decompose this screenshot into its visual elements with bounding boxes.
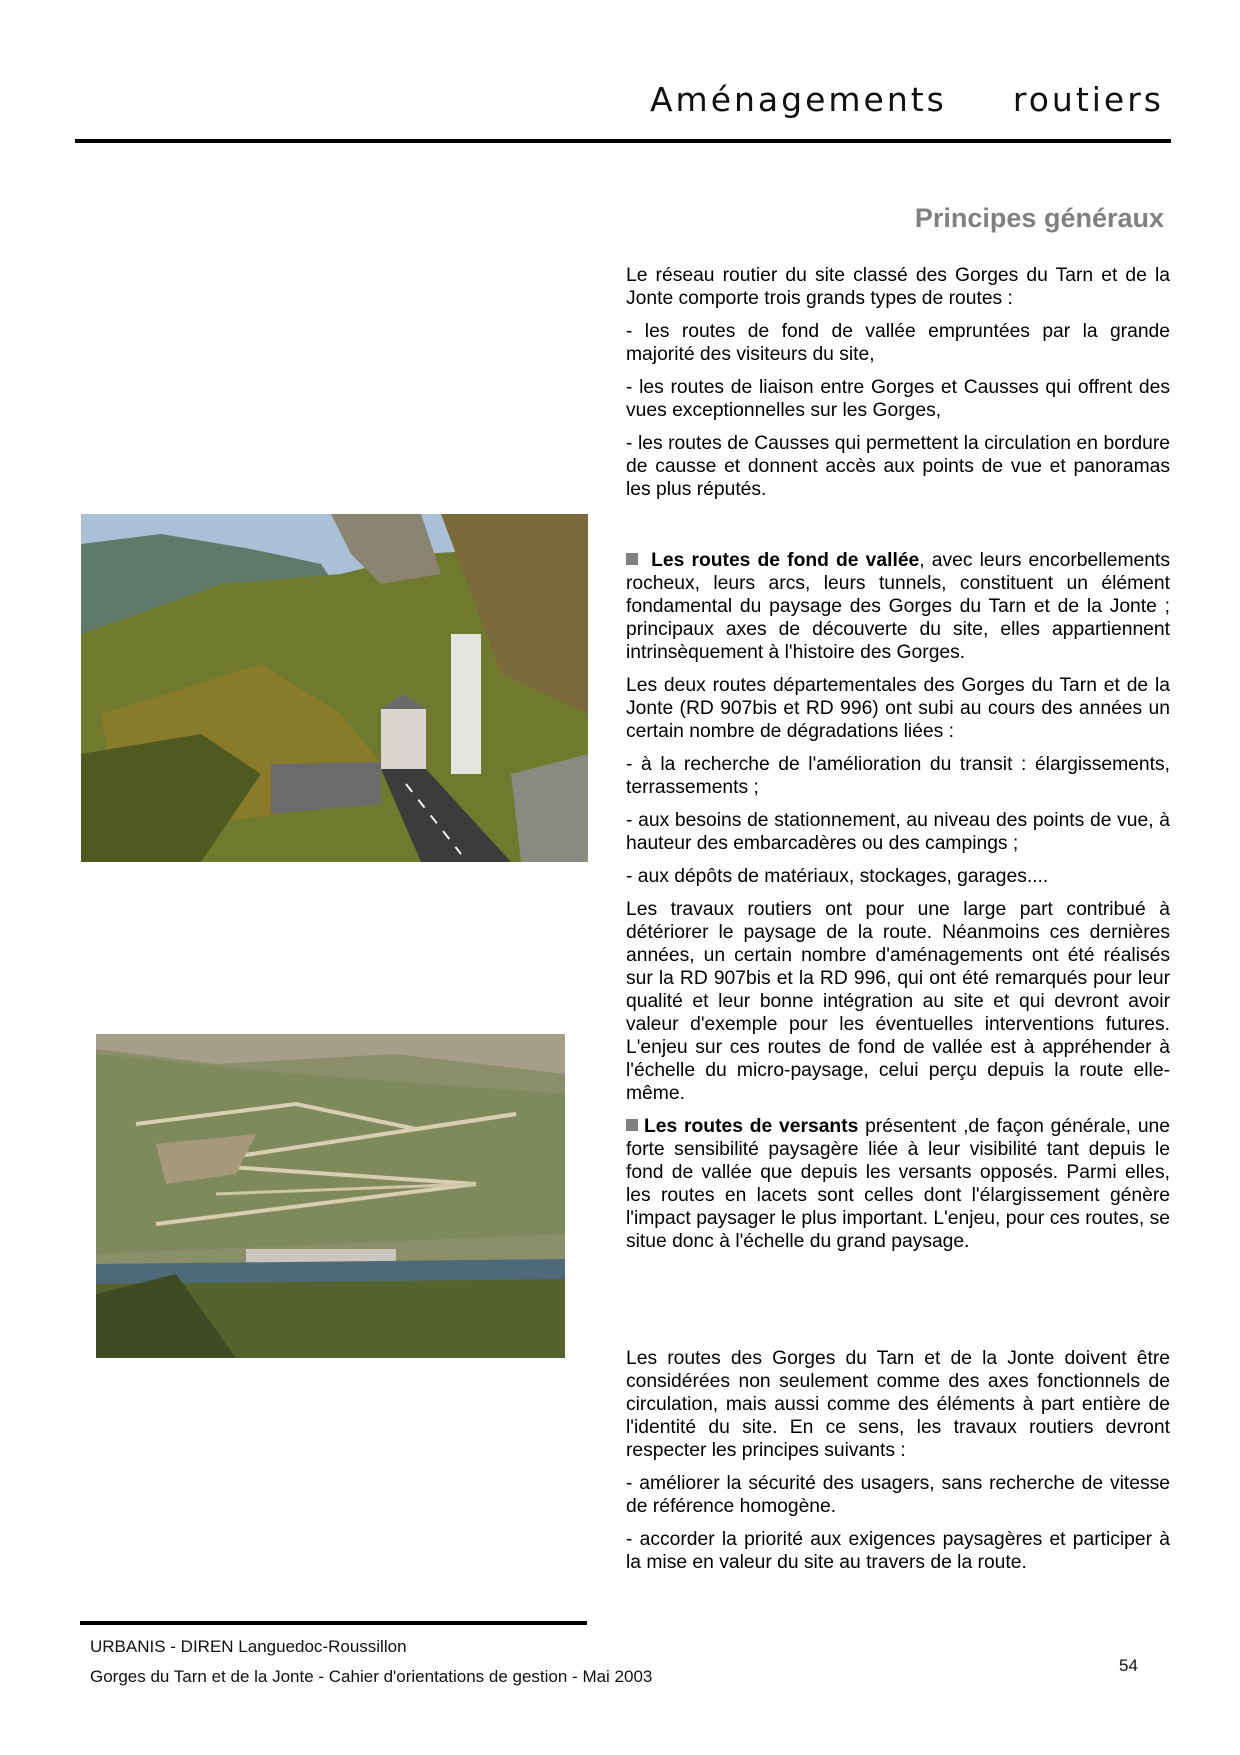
principle-landscape: - accorder la priorité aux exigences paysagères et participer à la mise en valeur du site au travers de la route.: [626, 1529, 1170, 1573]
square-bullet-icon: [626, 1119, 638, 1131]
valley-roads-block: [626, 549, 1170, 1263]
header-word-1: Aménagements: [649, 80, 947, 119]
valley-bullet-transit: - à la recherche de l'amélioration du transit : élargissements, terrassements ;: [626, 754, 1170, 798]
square-bullet-icon: [626, 553, 638, 565]
intro-bullet-link: - les routes de liaison entre Gorges et Causses qui offrent des vues exceptionnelles sur les Gorges,: [626, 377, 1170, 421]
intro-bullet-causses: - les routes de Causses qui permettent la circulation en bordure de causse et donnent accès aux points de vue et panoramas les plus réputés.: [626, 433, 1170, 500]
slopes-lead-bold: Les routes de versants: [644, 1116, 859, 1137]
page-number: 54: [1119, 1656, 1138, 1675]
section-title: Principes généraux: [914, 203, 1164, 233]
footer-publisher: URBANIS - DIREN Languedoc-Roussillon: [90, 1637, 407, 1656]
conclusion-paragraph: Les routes des Gorges du Tarn et de la Jonte doivent être considérées non seulement comme des axes fonctionnels de circulation, mais aussi comme des éléments à part entière de l'identité du site. En ce sens, les travaux routiers devront respecter les principes suivants :: [626, 1348, 1170, 1461]
header-divider: [75, 139, 1171, 143]
valley-bullet-parking: - aux besoins de stationnement, au niveau des points de vue, à hauteur des embarcadères ou des campings ;: [626, 810, 1170, 854]
slopes-lead-text: présentent ,de façon générale, une forte sensibilité paysagère liée à leur visibilité tant depuis le fond de vallée que depuis les versants opposés. Parmi elles, les routes en lacets sont celles dont l'élargissement génère l'impact paysager le plus important. L'enjeu, pour ces routes, se situe donc à l'échelle du grand paysage.: [626, 1116, 1170, 1252]
valley-lead-text: , avec leurs encorbellements rocheux, leurs arcs, leurs tunnels, constituent un élément fondamental du paysage des Gorges du Tarn et de la Jonte ; principaux axes de découverte du site, elles appartiennent intrinsèquement à l'histoire des Gorges.: [626, 550, 1170, 663]
hairpin-road-landscape-photo: [96, 1034, 565, 1358]
intro-paragraph: Le réseau routier du site classé des Gorges du Tarn et de la Jonte comporte trois grands types de routes :: [626, 265, 1170, 309]
valley-works-paragraph: Les travaux routiers ont pour une large part contribué à détériorer le paysage de la route. Néanmoins ces dernières années, un certain nombre d'aménagements ont été réalisés sur la RD 907bis et la RD 996, qui ont été remarqués pour leur qualité et leur bonne intégration au site et qui devront avoir valeur d'exemple pour les éventuelles interventions futures. L'enjeu sur ces routes de fond de vallée est à appréhender à l'échelle du micro-paysage, celui perçu depuis la route elle-même.: [626, 899, 1170, 1104]
intro-text-block: [626, 264, 1170, 511]
principle-safety: - améliorer la sécurité des usagers, sans recherche de vitesse de référence homogène.: [626, 1473, 1170, 1517]
valley-bullet-deposits: - aux dépôts de matériaux, stockages, garages....: [626, 866, 1049, 887]
footer-document-title: Gorges du Tarn et de la Jonte - Cahier d'orientations de gestion - Mai 2003: [90, 1667, 653, 1686]
conclusion-block: [626, 1347, 1170, 1584]
valley-lead-bold: Les routes de fond de vallée: [651, 550, 920, 571]
header-word-2: routiers: [1012, 80, 1164, 119]
valley-lead-paragraph: [626, 549, 1170, 664]
page-header-title: [650, 80, 1164, 119]
slopes-lead-paragraph: [626, 1115, 1170, 1253]
intro-bullet-valley: - les routes de fond de vallée empruntées par la grande majorité des visiteurs du site,: [626, 321, 1170, 365]
valley-paragraph: Les deux routes départementales des Gorges du Tarn et de la Jonte (RD 907bis et RD 996) ont subi au cours des années un certain nombre de dégradations liées :: [626, 675, 1170, 742]
footer-divider: [80, 1621, 587, 1625]
valley-road-photo: [81, 514, 588, 862]
